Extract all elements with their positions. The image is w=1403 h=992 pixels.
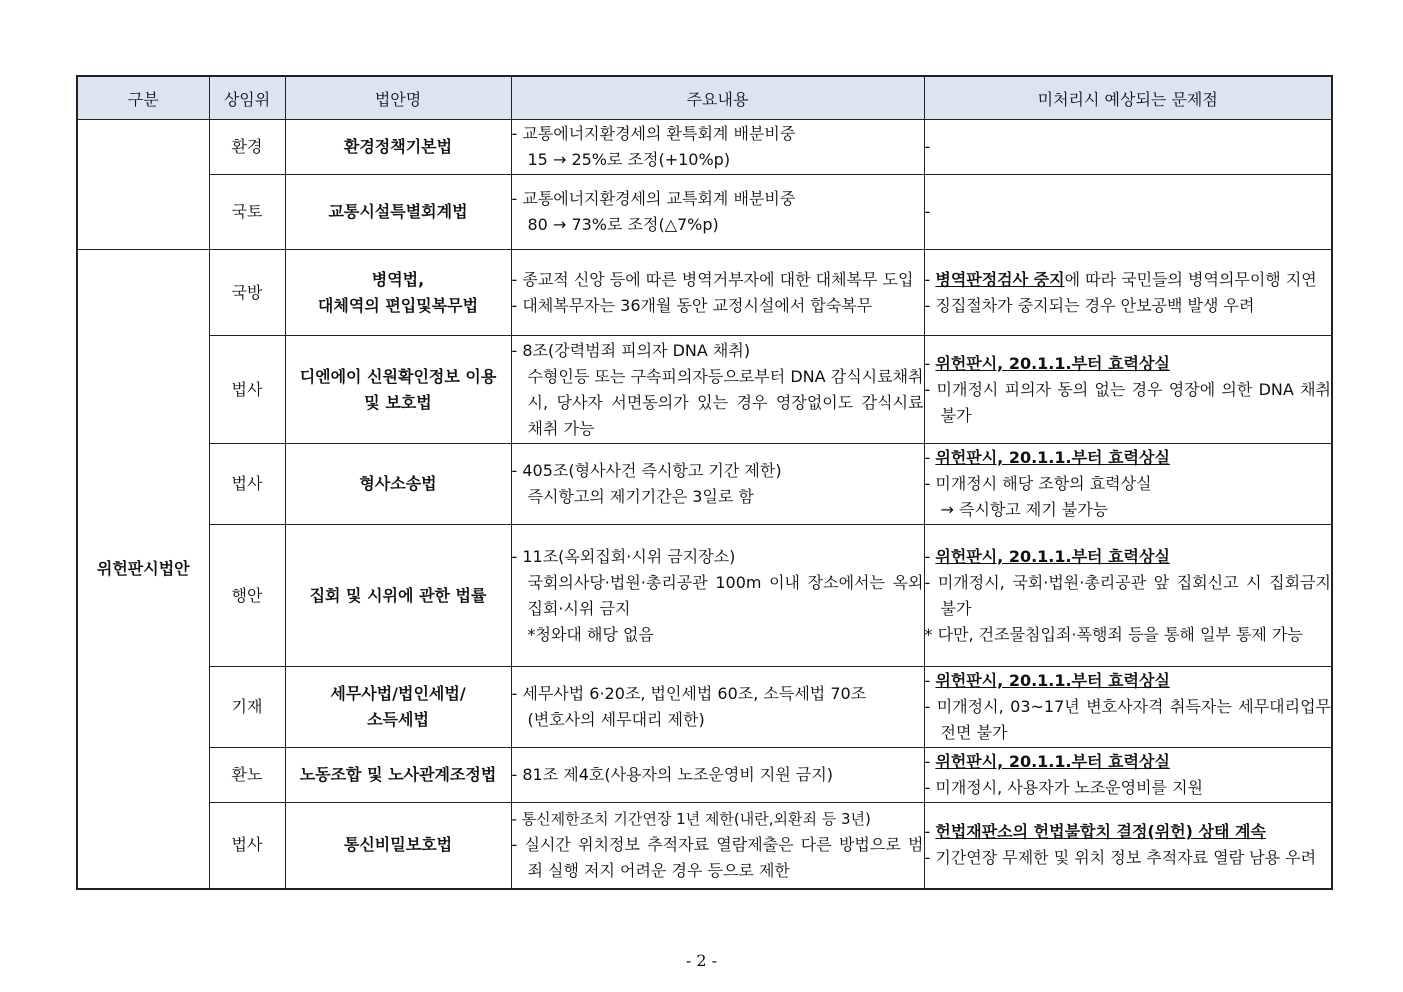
content-line: *청와대 해당 없음 [527,624,654,644]
bill-name-line: 디엔에이 신원확인정보 이용 [299,366,497,386]
table-row [77,120,1332,175]
header-bill-name: 법안명 [285,76,511,120]
content-line: 15 → 25%로 조정(+10%p) [527,150,731,169]
problem-line: - 미개정시, 03~17년 변호사자격 취득자는 세무대리업무 전면 불가 [924,697,1331,742]
problem-note: * 다만, 건조물침입죄·폭행죄 등을 통해 일부 통제 가능 [924,624,1303,644]
bill-name-cell: 집회 및 시위에 관한 법률 [285,525,511,667]
content-line: (변호사의 세무대리 제한) [527,710,705,729]
table-row [77,175,1332,250]
committee-cell: 법사 [209,444,285,525]
content-line: - 통신제한조치 기간연장 1년 제한(내란,외환죄 등 3년) [511,810,871,829]
problem-cell [924,250,1332,336]
problem-headline: - 위헌판시, 20.1.1.부터 효력상실 [924,752,1170,771]
problem-line: - 미개정시 피의자 동의 없는 경우 영장에 의한 DNA 채취 불가 [924,379,1331,425]
problem-highlight: 위헌판시, 20.1.1.부터 효력상실 [935,353,1170,373]
content-line: 수형인등 또는 구속피의자등으로부터 DNA 감식시료채취 시, 당사자 서면동의가 있는 경우 영장없이도 감식시료 채취 가능 [527,366,924,438]
bill-name-line: 병역법, [371,269,425,289]
problem-line-rest: 에 따라 국민들의 병역의무이행 지연 [1064,269,1317,289]
content-line: 국회의사당·법원·총리공관 100m 이내 장소에서는 옥외집회·시위 금지 [527,572,924,618]
content-line: - 교통에너지환경세의 환특회계 배분비중 [511,124,796,143]
category-cell-empty [77,120,209,250]
problem-headline: - 헌법재판소의 헌법불합치 결정(위헌) 상태 계속 [924,822,1266,842]
committee-cell: 국방 [209,250,285,336]
content-cell [511,336,924,444]
committee-cell: 행안 [209,525,285,667]
bill-name-cell [285,336,511,444]
problem-cell [924,444,1332,525]
problem-line: - [924,137,931,156]
committee-cell: 법사 [209,336,285,444]
category-group-label: 위헌판시법안 [77,250,209,889]
content-line: - 실시간 위치정보 추적자료 열람제출은 다른 방법으로 범죄 실행 저지 어려운 경우 등으로 제한 [511,835,924,881]
problem-line: - 미개정시 해당 조항의 효력상실 [924,474,1152,493]
bill-name-cell: 교통시설특별회계법 [285,175,511,250]
table-row [77,803,1332,889]
content-cell [511,175,924,250]
bill-name-cell [285,250,511,336]
header-row [77,76,1332,120]
problem-cell [924,525,1332,667]
committee-cell: 환노 [209,748,285,803]
content-line: - 11조(옥외집회·시위 금지장소) [511,546,736,566]
header-main-content: 주요내용 [511,76,924,120]
table-row [77,748,1332,803]
problem-line: - 미개정시, 사용자가 노조운영비를 지원 [924,778,1203,797]
content-line: 즉시항고의 제기기간은 3일로 함 [527,487,754,506]
problem-cell [924,748,1332,803]
problem-highlight: 위헌판시, 20.1.1.부터 효력상실 [935,752,1170,771]
content-line: - 81조 제4호(사용자의 노조운영비 지원 금지) [511,765,834,784]
problem-highlight: 위헌판시, 20.1.1.부터 효력상실 [935,671,1170,690]
committee-cell: 환경 [209,120,285,175]
bill-name-cell: 노동조합 및 노사관계조정법 [285,748,511,803]
header-committee: 상임위 [209,76,285,120]
content-cell [511,525,924,667]
content-line: - 세무사법 6·20조, 법인세법 60조, 소득세법 70조 [511,684,867,703]
content-line: 80 → 73%로 조정(△7%p) [527,215,719,234]
bill-name-cell: 환경정책기본법 [285,120,511,175]
problem-highlight: 병역판정검사 중지 [935,269,1065,289]
bill-name-line: 대체역의 편입및복무법 [317,295,479,315]
content-line: - 405조(형사사건 즉시항고 기간 제한) [511,461,782,480]
problem-highlight: 위헌판시, 20.1.1.부터 효력상실 [935,448,1170,467]
problem-headline: - 위헌판시, 20.1.1.부터 효력상실 [924,546,1170,566]
table-row [77,525,1332,667]
committee-cell: 기재 [209,667,285,748]
table-row [77,667,1332,748]
problem-cell [924,336,1332,444]
header-expected-problems: 미처리시 예상되는 문제점 [924,76,1332,120]
problem-highlight: 헌법재판소의 헌법불합치 결정(위헌) 상태 계속 [935,822,1266,842]
bill-name-cell: 형사소송법 [285,444,511,525]
bill-name-line: 세무사법/법인세법/ [330,684,466,703]
problem-headline: - 위헌판시, 20.1.1.부터 효력상실 [924,671,1170,690]
bill-name-cell [285,667,511,748]
content-line: - 대체복무자는 36개월 동안 교정시설에서 합숙복무 [511,295,873,315]
bill-name-line: 소득세법 [367,710,429,729]
problem-cell [924,175,1332,250]
bill-name-cell: 통신비밀보호법 [285,803,511,889]
content-cell [511,120,924,175]
content-cell [511,250,924,336]
page-number: - 2 - [685,951,718,970]
problem-line: - 미개정시, 국회·법원·총리공관 앞 집회신고 시 집회금지 불가 [924,572,1331,618]
table-row [77,336,1332,444]
header-category: 구분 [77,76,209,120]
problem-line: - [924,202,931,221]
content-cell [511,667,924,748]
table-row [77,250,1332,336]
problem-headline: - 위헌판시, 20.1.1.부터 효력상실 [924,353,1170,373]
problem-cell [924,667,1332,748]
bill-name-line: 및 보호법 [364,392,432,412]
committee-cell: 법사 [209,803,285,889]
problem-headline: - 위헌판시, 20.1.1.부터 효력상실 [924,448,1170,467]
content-cell [511,444,924,525]
problem-highlight: 위헌판시, 20.1.1.부터 효력상실 [935,546,1170,566]
problem-line: - 징집절차가 중지되는 경우 안보공백 발생 우려 [924,295,1255,315]
content-cell [511,803,924,889]
content-line: - 8조(강력범죄 피의자 DNA 채취) [511,340,751,360]
table-row [77,444,1332,525]
bill-table [76,75,1333,890]
committee-cell: 국토 [209,175,285,250]
content-line: - 교통에너지환경세의 교특회계 배분비중 [511,189,796,208]
problem-line: → 즉시항고 제기 불가능 [940,500,1109,519]
problem-line: - 병역판정검사 중지에 따라 국민들의 병역의무이행 지연 [924,269,1317,289]
problem-cell [924,120,1332,175]
content-line: - 종교적 신앙 등에 따른 병역거부자에 대한 대체복무 도입 [511,269,914,289]
content-cell [511,748,924,803]
problem-line: - 기간연장 무제한 및 위치 정보 추적자료 열람 남용 우려 [924,848,1317,868]
problem-cell [924,803,1332,889]
